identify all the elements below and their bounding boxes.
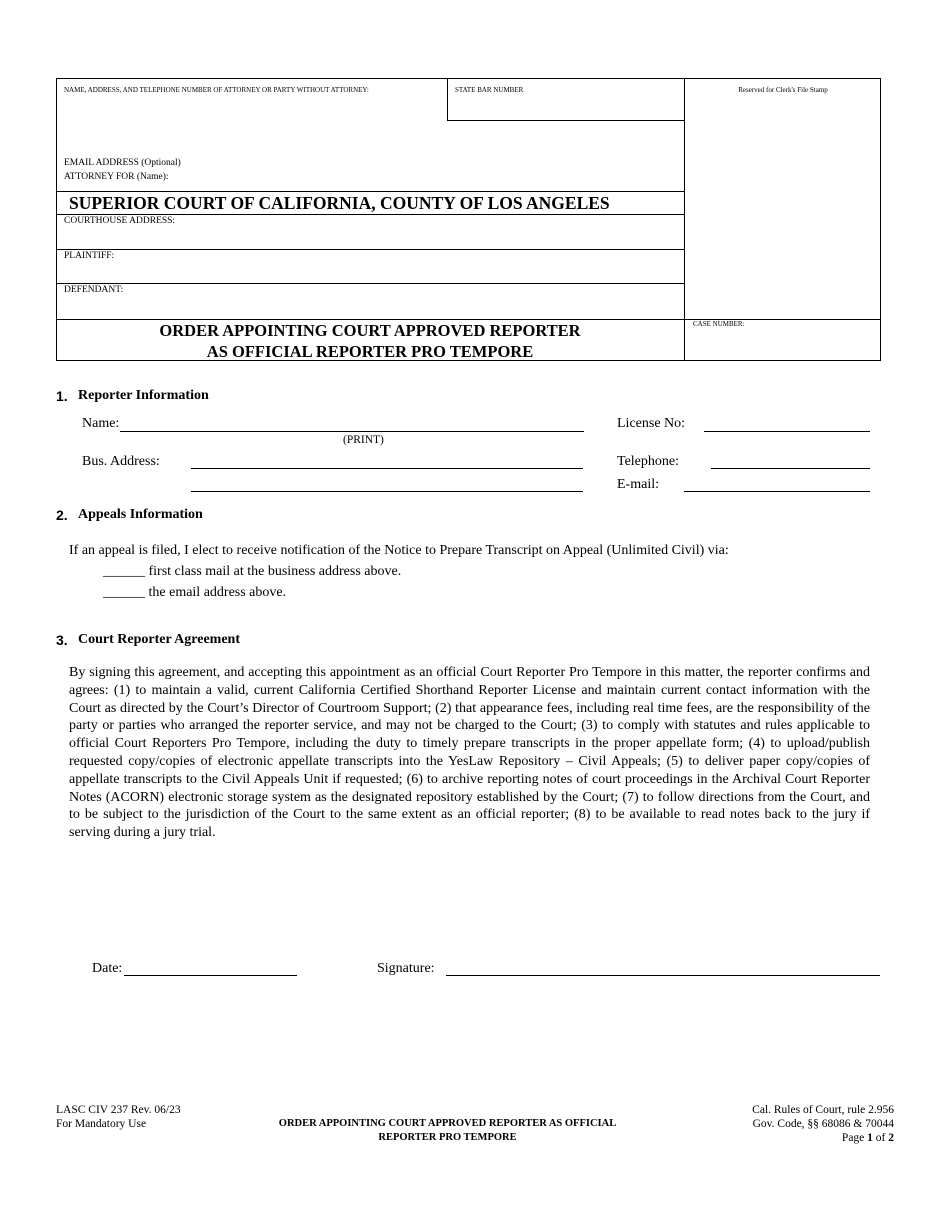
telephone-label: Telephone: — [617, 454, 679, 469]
plaintiff-label: PLAINTIFF: — [64, 251, 115, 261]
appeal-option-email[interactable]: ______ the email address above. — [103, 585, 287, 600]
section-1-number: 1. — [56, 388, 68, 404]
case-number-label: CASE NUMBER: — [693, 320, 745, 328]
form-title-line1: ORDER APPOINTING COURT APPROVED REPORTER — [159, 321, 581, 340]
email-field-label: E-mail: — [617, 477, 659, 492]
date-label: Date: — [92, 961, 123, 976]
signature-label: Signature: — [377, 961, 435, 976]
page-prefix: Page — [841, 1132, 865, 1144]
name-field[interactable] — [120, 431, 584, 432]
page-of: of — [875, 1132, 886, 1144]
attorney-for-label: ATTORNEY FOR (Name): — [64, 172, 169, 182]
court-name: SUPERIOR COURT OF CALIFORNIA, COUNTY OF LOS ANGELES — [69, 193, 610, 213]
section-2-heading: Appeals Information — [78, 507, 203, 522]
form-title — [56, 320, 684, 362]
bus-address-label: Bus. Address: — [82, 454, 160, 469]
telephone-field[interactable] — [711, 468, 870, 469]
page-current: 1 — [867, 1132, 873, 1144]
courthouse-label: COURTHOUSE ADDRESS: — [64, 216, 176, 226]
bus-address-field-line2[interactable] — [191, 491, 583, 492]
footer-right — [640, 1103, 894, 1145]
footer-title-line1: ORDER APPOINTING COURT APPROVED REPORTER AS OFFICIAL — [278, 1118, 617, 1129]
page-total: 2 — [888, 1132, 894, 1144]
section-3-heading: Court Reporter Agreement — [78, 632, 240, 647]
page-number — [640, 1131, 894, 1145]
state-bar-label: STATE BAR NUMBER — [455, 86, 524, 94]
section-3-number: 3. — [56, 632, 68, 648]
form-title-line2: AS OFFICIAL REPORTER PRO TEMPORE — [206, 342, 534, 361]
agreement-text: By signing this agreement, and accepting this appointment as an official Court Reporter Pro Tempore in this matter, the reporter confirms and agrees: (1) to maintain a valid, current California Certified Shorthand Reporter License and maintain current contact information with the Court as directed by the Court’s Director of Courtroom Support; (2) that appearance fees, including real time fees, are the responsibility of the party or parties who arranged the reporter service, and may not be charged to the Court; (3) to comply with statutes and rules applicable to official Court Reporters Pro Tempore, including the duty to timely prepare transcripts in the proper appellate form; (4) to upload/publish requested copy/copies of electronic appellate transcripts into the YesLaw Repository – Civil Appeals; (5) to deliver paper copy/copies of appellate transcripts to the Civil Appeals Unit if requested; (6) to archive reporting notes of court proceedings in the Archival Court Reporter Notes (ACORN) electronic storage system as the designated repository established by the Court; (7) to follow directions from the Court, and to be subject to the jurisdiction of the Court to the same extent as an official reporter; (8) to be available to read notes back to the jury if serving during a jury trial. — [69, 665, 870, 841]
license-label: License No: — [617, 416, 686, 431]
rule-citation: Cal. Rules of Court, rule 2.956 — [752, 1104, 894, 1116]
bus-address-field-line1[interactable] — [191, 468, 583, 469]
section-1-heading: Reporter Information — [78, 388, 209, 403]
footer-title-line2: REPORTER PRO TEMPORE — [378, 1132, 517, 1143]
signature-field[interactable] — [446, 975, 880, 976]
attorney-label: NAME, ADDRESS, AND TELEPHONE NUMBER OF ATTORNEY OR PARTY WITHOUT ATTORNEY: — [64, 86, 369, 94]
email-label: EMAIL ADDRESS (Optional) — [64, 158, 181, 168]
date-field[interactable] — [124, 975, 297, 976]
section-2-number: 2. — [56, 507, 68, 523]
form-id: LASC CIV 237 Rev. 06/23 — [56, 1104, 181, 1116]
footer-title — [225, 1117, 670, 1145]
mandatory-use: For Mandatory Use — [56, 1118, 147, 1130]
appeal-option-mail[interactable]: ______ first class mail at the business address above. — [103, 564, 402, 579]
print-label: (PRINT) — [343, 434, 384, 446]
gov-code-citation: Gov. Code, §§ 68086 & 70044 — [752, 1118, 894, 1130]
name-label: Name: — [82, 416, 120, 431]
defendant-label: DEFENDANT: — [64, 285, 124, 295]
appeal-intro: If an appeal is filed, I elect to receive notification of the Notice to Prepare Transcript on Appeal (Unlimited Civil) via: — [69, 543, 729, 558]
license-field[interactable] — [704, 431, 870, 432]
clerk-stamp-label: Reserved for Clerk's File Stamp — [738, 86, 828, 94]
footer-left — [56, 1103, 181, 1131]
email-field[interactable] — [684, 491, 870, 492]
